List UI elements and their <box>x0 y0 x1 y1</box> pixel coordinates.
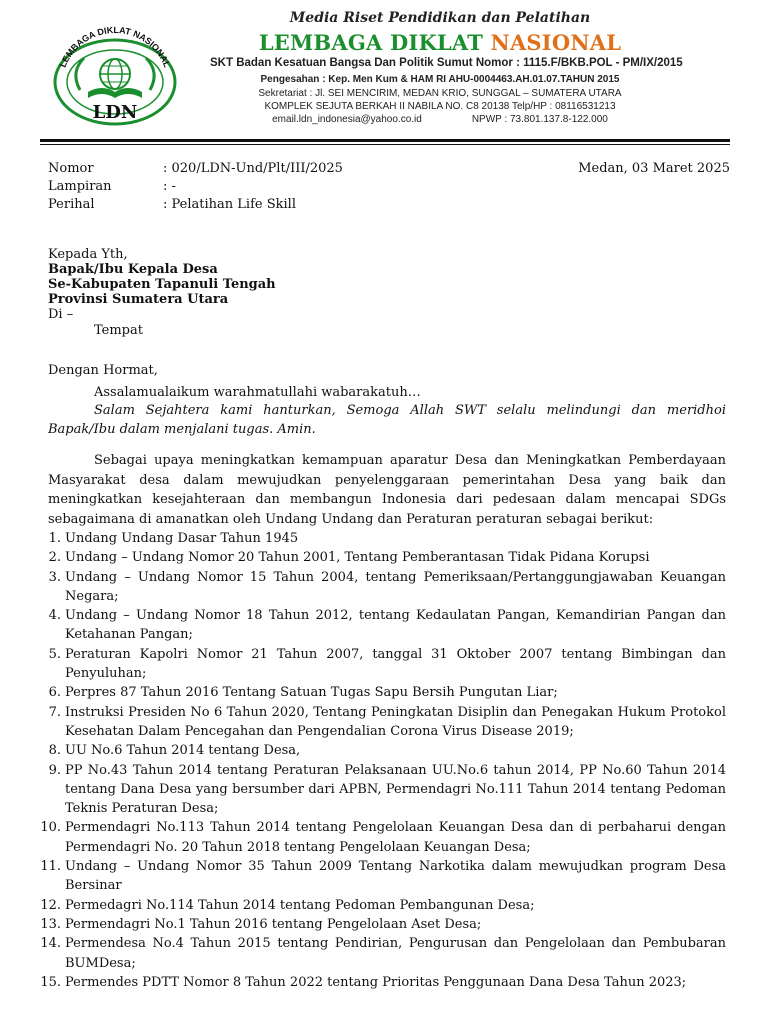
skt-registration: SKT Badan Kesatuan Bangsa Dan Politik Sumut Nomor : 1115.F/BKB.POL - PM/IX/2015 <box>210 57 683 69</box>
regulation-item <box>0 857 726 896</box>
letterhead-tagline: Media Riset Pendidikan dan Pelatihan <box>289 10 591 26</box>
nomor-value: : 020/LDN-Und/Plt/III/2025 <box>163 161 343 176</box>
contact-email[interactable]: email.ldn_indonesia@yahoo.co.id <box>272 114 422 125</box>
email-npwp-line <box>210 114 670 125</box>
regulation-number: 11. <box>40 859 61 875</box>
regulation-text: PP No.43 Tahun 2014 tentang Peraturan Pelaksanaan UU.No.6 tahun 2014, PP No.60 Tahun 2014 tentang Dana Desa yang bersumber dari APBN, Permendagri No.111 Tahun 2014 tentang Pedoman Teknis Peraturan Desa; <box>65 762 726 817</box>
lampiran-value: : - <box>163 179 176 194</box>
nomor-label: Nomor <box>48 161 94 176</box>
organization-title <box>220 30 660 55</box>
regulation-number: 4. <box>48 608 61 624</box>
regulation-text: Perpres 87 Tahun 2016 Tentang Satuan Tugas Sapu Bersih Pungutan Liar; <box>65 685 558 701</box>
regulation-item <box>0 548 726 567</box>
regulation-number: 14. <box>40 936 61 952</box>
pengesahan-decree: Pengesahan : Kep. Men Kum & HAM RI AHU-0004463.AH.01.07.TAHUN 2015 <box>260 74 620 85</box>
letterhead-divider-thick <box>40 139 730 142</box>
greeting-blessing: Salam Sejahtera kami hanturkan, Semoga Allah SWT selalu melindungi dan meridhoi Bapak/Ibu dalam menjalani tugas. Amin. <box>48 403 726 437</box>
npwp-number: NPWP : 73.801.137.8-122.000 <box>471 114 608 125</box>
regulation-item <box>0 568 726 607</box>
regulation-text: Undang – Undang Nomor 35 Tahun 2009 Tentang Narkotika dalam mewujudkan program Desa Bersinar <box>65 859 726 894</box>
regulation-number: 15. <box>40 974 61 990</box>
recipient-di: Di – <box>48 307 74 322</box>
regulation-item <box>0 529 726 548</box>
ldn-logo <box>40 20 190 128</box>
regulation-item <box>0 703 726 742</box>
recipient-salutation: Kepada Yth, <box>48 247 128 262</box>
perihal-value: : Pelatihan Life Skill <box>163 197 296 212</box>
logo-abbrev: LDN <box>92 102 138 123</box>
regulation-number: 2. <box>48 550 61 566</box>
regulation-item <box>0 973 726 992</box>
recipient-line-3: Provinsi Sumatera Utara <box>48 292 229 307</box>
organization-title-accent: NASIONAL <box>490 30 622 55</box>
regulation-text: Undang – Undang Nomor 18 Tahun 2012, tentang Kedaulatan Pangan, Kemandirian Pangan dan Ketahanan Pangan; <box>65 608 726 643</box>
regulation-number: 8. <box>48 743 61 759</box>
letter-date: Medan, 03 Maret 2025 <box>578 161 730 176</box>
regulation-list <box>0 529 726 992</box>
regulation-text: Undang – Undang Nomor 20 Tahun 2001, Tentang Pemberantasan Tidak Pidana Korupsi <box>65 550 650 566</box>
organization-title-main: LEMBAGA DIKLAT <box>258 30 491 55</box>
regulation-item <box>0 683 726 702</box>
complex-address-phone: KOMPLEK SEJUTA BERKAH II NABILA NO. C8 20138 Telp/HP : 08116531213 <box>264 101 616 112</box>
regulation-text: Permendes PDTT Nomor 8 Tahun 2022 tentang Prioritas Penggunaan Dana Desa Tahun 2023; <box>65 974 687 990</box>
letterhead-divider-thin <box>40 144 730 145</box>
regulation-item <box>0 915 726 934</box>
regulation-text: Permendesa No.4 Tahun 2015 tentang Pendirian, Pengurusan dan Pengelolaan dan Pembubaran BUMDesa; <box>65 936 726 971</box>
regulation-item <box>0 896 726 915</box>
intro-paragraph: Sebagai upaya meningkatkan kemampuan aparatur Desa dan Meningkatkan Pemberdayaan Masyarakat desa dalam mewujudkan penyelenggaraan pemerintahan Desa yang baik dan meningkatkan kesejahteraan dan membangun Indonesia dari pedesaan dalam mencapai SDGs sebagaimana di amanatkan oleh Undang Undang dan Peraturan peraturan sebagai berikut: <box>48 453 726 527</box>
regulation-item <box>0 761 726 819</box>
regulation-item <box>0 741 726 760</box>
secretariat-address: Sekretariat : Jl. SEI MENCIRIM, MEDAN KRIO, SUNGGAL – SUMATERA UTARA <box>258 88 622 99</box>
regulation-number: 12. <box>40 897 61 913</box>
regulation-item <box>0 606 726 645</box>
regulation-number: 6. <box>48 685 61 701</box>
regulation-text: Peraturan Kapolri Nomor 21 Tahun 2007, tanggal 31 Oktober 2007 tentang Bimbingan dan Penyuluhan; <box>65 646 726 682</box>
regulation-number: 10. <box>40 820 61 836</box>
regulation-item <box>0 934 726 973</box>
regulation-number: 5. <box>48 646 61 662</box>
lampiran-label: Lampiran <box>48 179 112 194</box>
regulation-text: Undang Undang Dasar Tahun 1945 <box>65 531 299 546</box>
regulation-item <box>0 818 726 857</box>
regulation-text: Instruksi Presiden No 6 Tahun 2020, Tentang Peningkatan Disiplin dan Penegakan Hukum Protokol Kesehatan Dalam Pencegahan dan Pengendalian Corona Virus Disease 2019; <box>65 704 726 739</box>
logo-ring-text: LEMBAGA DIKLAT NASIONAL <box>57 24 173 69</box>
perihal-label: Perihal <box>48 197 95 212</box>
regulation-number: 1. <box>48 531 61 546</box>
regulation-text: Permendagri No.1 Tahun 2016 tentang Pengelolaan Aset Desa; <box>65 916 482 932</box>
recipient-line-1: Bapak/Ibu Kepala Desa <box>48 262 218 277</box>
regulation-number: 3. <box>48 569 61 585</box>
greeting-hormat: Dengan Hormat, <box>48 363 158 378</box>
regulation-item <box>0 645 726 684</box>
regulation-text: Undang – Undang Nomor 15 Tahun 2004, tentang Pemeriksaan/Pertanggungjawaban Keuangan Negara; <box>65 569 726 604</box>
regulation-number: 9. <box>48 762 61 778</box>
regulation-number: 7. <box>48 704 61 720</box>
regulation-text: Permedagri No.114 Tahun 2014 tentang Pedoman Pembangunan Desa; <box>65 897 535 913</box>
regulation-text: Permendagri No.113 Tahun 2014 tentang Pengelolaan Keuangan Desa dan di perbaharui dengan Permendagri No. 20 Tahun 2018 tentang Pengelolaan Keuangan Desa; <box>65 820 726 855</box>
regulation-text: UU No.6 Tahun 2014 tentang Desa, <box>65 743 301 759</box>
recipient-tempat: Tempat <box>94 323 143 338</box>
recipient-line-2: Se-Kabupaten Tapanuli Tengah <box>48 277 276 292</box>
regulation-number: 13. <box>40 916 61 932</box>
greeting-salam: Assalamualaikum warahmatullahi wabarakatuh… <box>94 385 421 400</box>
